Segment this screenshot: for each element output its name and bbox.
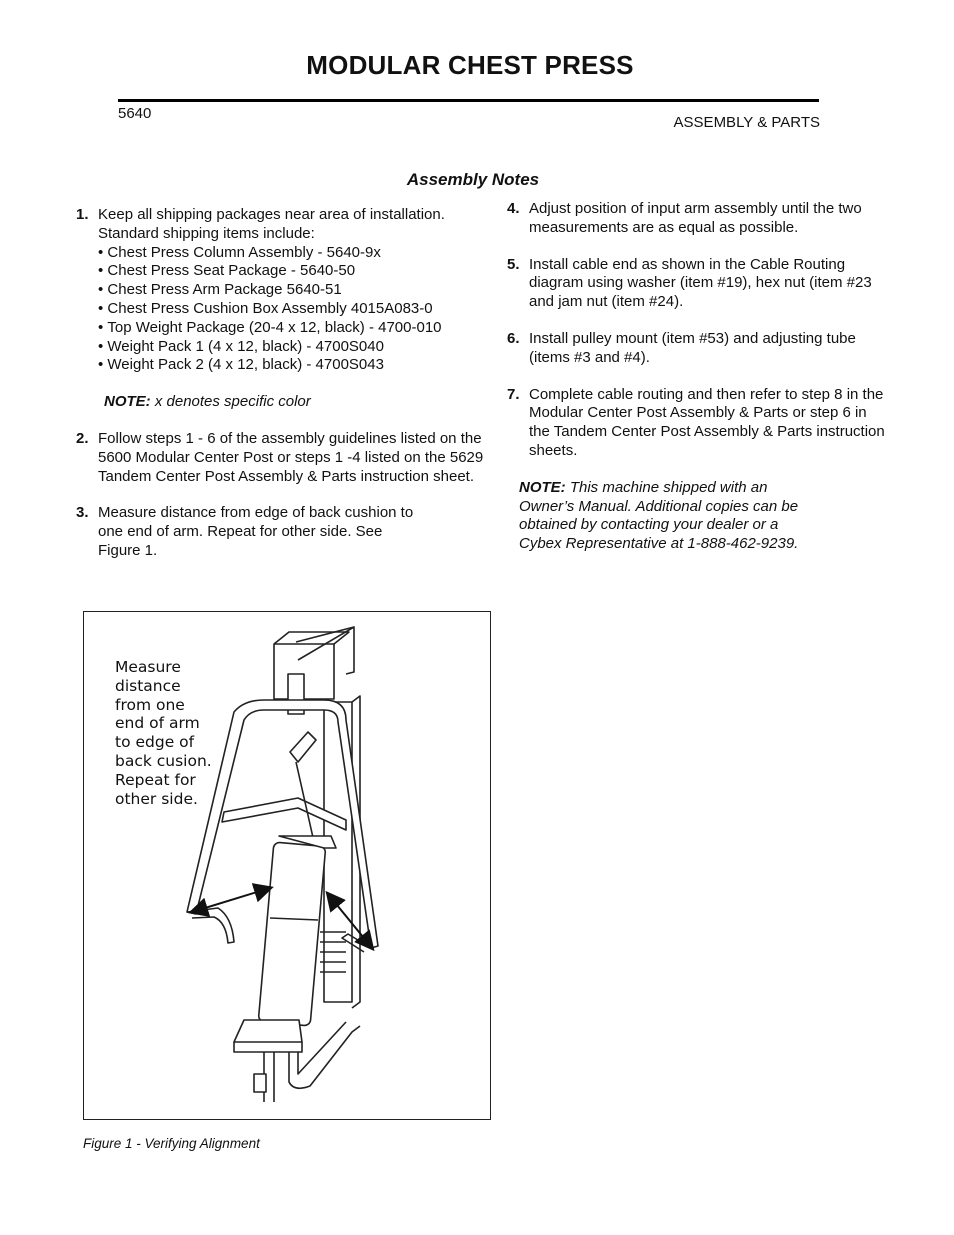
note-text: x denotes specific color — [154, 393, 311, 411]
step-number: 1. — [76, 206, 89, 223]
list-item: • Chest Press Cushion Box Assembly 4015A083-0 — [98, 300, 496, 319]
list-item: • Chest Press Seat Package - 5640-50 — [98, 262, 496, 281]
note-label: NOTE: — [104, 393, 151, 411]
figure-1 — [83, 611, 491, 1120]
step-4 — [507, 200, 879, 238]
header-rule — [118, 99, 819, 102]
step-3 — [76, 504, 428, 560]
figure-caption: Figure 1 - Verifying Alignment — [83, 1136, 260, 1151]
model-number: 5640 — [118, 105, 152, 122]
list-item: • Weight Pack 2 (4 x 12, black) - 4700S043 — [98, 356, 496, 375]
step-number: 5. — [507, 255, 520, 273]
list-item: • Top Weight Package (20-4 x 12, black) - 4700-010 — [98, 319, 496, 338]
list-item: • Weight Pack 1 (4 x 12, black) - 4700S040 — [98, 338, 496, 357]
step-text: Keep all shipping packages near area of installation. — [98, 206, 445, 223]
step-2 — [76, 430, 496, 486]
list-item: • Chest Press Arm Package 5640-51 — [98, 281, 496, 300]
step-text: Adjust position of input arm assembly until the two measurements are as equal as possible. — [529, 200, 862, 236]
step-6 — [507, 330, 869, 368]
left-column — [76, 206, 496, 561]
list-item: • Chest Press Column Assembly - 5640-9x — [98, 244, 496, 263]
section-label: ASSEMBLY & PARTS — [673, 114, 820, 131]
step-text: Follow steps 1 - 6 of the assembly guidelines listed on the 5600 Modular Center Post or steps 1 -4 listed on the 5629 Tandem Center Post Assembly & Parts instruction sheet. — [98, 429, 484, 485]
owners-manual-note — [507, 479, 819, 554]
step-text: Install pulley mount (item #53) and adjusting tube (items #3 and #4). — [529, 329, 856, 366]
right-column — [507, 200, 887, 554]
assembly-notes-heading: Assembly Notes — [406, 170, 540, 189]
step-text: Standard shipping items include: — [98, 224, 315, 242]
page-title: MODULAR CHEST PRESS — [306, 50, 634, 80]
figure-callout: Measure distance from one end of arm to edge of back cusion. Repeat for other side. — [115, 658, 212, 808]
note-label: NOTE: — [519, 478, 566, 496]
color-note — [98, 393, 496, 412]
step-7 — [507, 386, 889, 461]
step-text: Complete cable routing and then refer to step 8 in the Modular Center Post Assembly & Parts or step 6 in the Tandem Center Post Assembly & Parts instruction sheets. — [529, 385, 885, 459]
step-5 — [507, 256, 887, 312]
step-text: Measure distance from edge of back cushion to one end of arm. Repeat for other side. See Figure 1. — [98, 504, 414, 559]
shipping-items-list — [98, 244, 496, 376]
step-number: 4. — [507, 200, 520, 217]
step-text: Install cable end as shown in the Cable Routing diagram using washer (item #19), hex nut (item #23 and jam nut (item #24). — [529, 255, 872, 311]
step-number: 6. — [507, 329, 520, 347]
step-1 — [76, 206, 496, 412]
step-number: 7. — [507, 385, 520, 403]
step-number: 2. — [76, 429, 89, 447]
step-number: 3. — [76, 504, 89, 522]
note-text: This machine shipped with an Owner’s Manual. Additional copies can be obtained by contacting your dealer or a Cybex Representative at 1-888-462-9239. — [519, 478, 799, 553]
